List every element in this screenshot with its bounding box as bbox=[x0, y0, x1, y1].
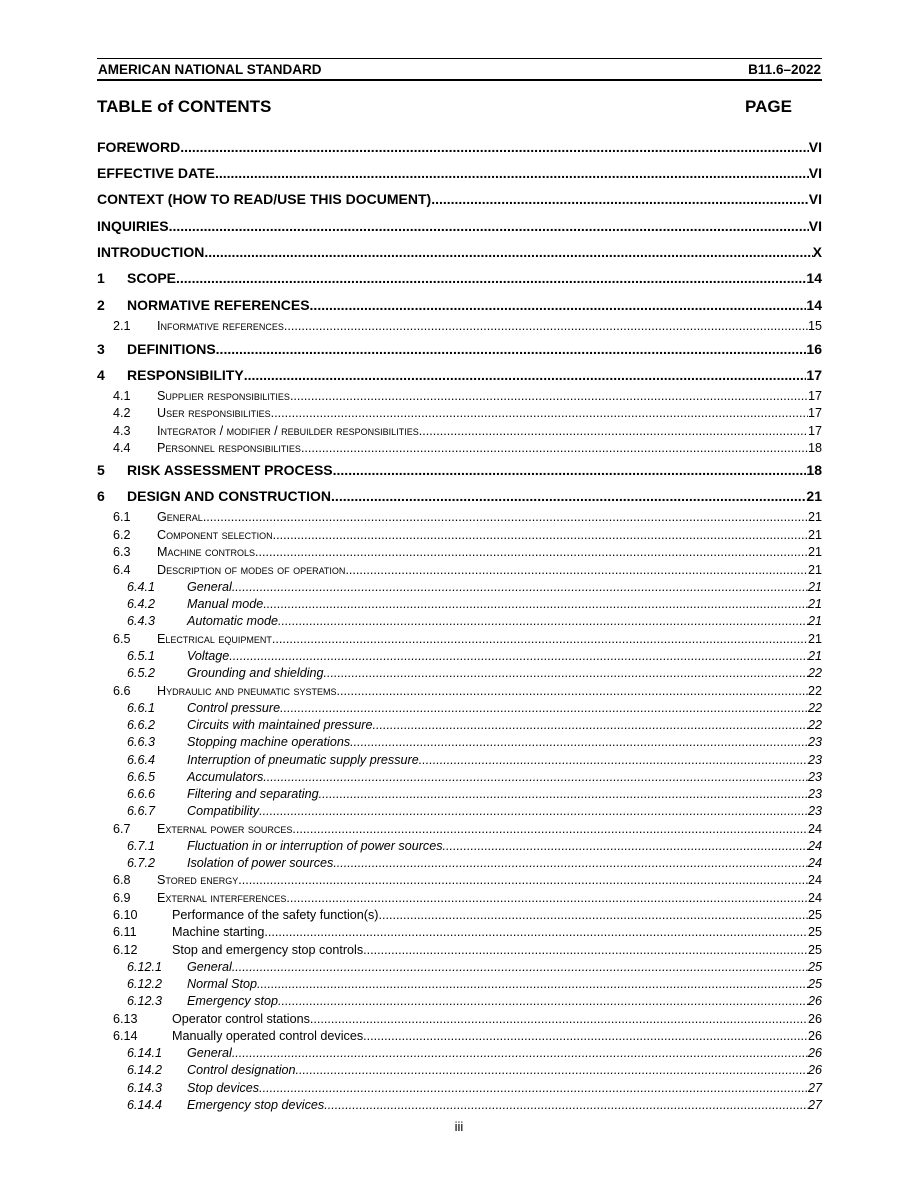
toc-entry[interactable] bbox=[97, 891, 822, 905]
toc-entry[interactable] bbox=[97, 649, 822, 663]
toc-entry-number: 6.6.6 bbox=[127, 787, 156, 801]
header-standard-label: AMERICAN NATIONAL STANDARD bbox=[98, 62, 322, 77]
toc-entry-page: 25 bbox=[807, 960, 822, 974]
toc-entry[interactable] bbox=[97, 856, 822, 870]
toc-entry-number: 5 bbox=[97, 462, 105, 478]
toc-entry-title: Stop and emergency stop controls bbox=[172, 943, 364, 957]
toc-leader-dots bbox=[232, 1046, 808, 1060]
toc-entry-title: Compatibility bbox=[187, 804, 260, 818]
toc-heading: TABLE of CONTENTS bbox=[97, 97, 272, 116]
toc-entry-title: Emergency stop devices bbox=[187, 1098, 325, 1112]
toc-entry-title: Integrator / modifier / rebuilder responsibilities bbox=[157, 424, 419, 438]
toc-entry-title: Operator control stations bbox=[172, 1012, 310, 1026]
toc-leader-dots bbox=[278, 994, 808, 1008]
toc-entry-page: 21 bbox=[807, 632, 822, 646]
toc-entry-title: SCOPE bbox=[127, 270, 177, 286]
toc-entry-number: 6.6.1 bbox=[127, 701, 156, 715]
toc-entry-number: 6.13 bbox=[113, 1012, 138, 1026]
toc-entry[interactable] bbox=[97, 1081, 822, 1095]
toc-entry-title: Electrical equipment bbox=[157, 632, 272, 646]
toc-entry-number: 6.4.1 bbox=[127, 580, 156, 594]
toc-leader-dots bbox=[350, 735, 808, 749]
toc-entry-number: 6.7.1 bbox=[127, 839, 156, 853]
toc-leader-dots bbox=[419, 753, 808, 767]
toc-entry-number: 4.3 bbox=[113, 424, 131, 438]
toc-entry-title: Hydraulic and pneumatic systems bbox=[157, 684, 337, 698]
toc-entry-title: Manually operated control devices bbox=[172, 1029, 364, 1043]
toc-entry-page: VI bbox=[808, 191, 822, 207]
toc-leader-dots bbox=[229, 649, 808, 663]
toc-leader-dots bbox=[232, 960, 808, 974]
toc-leader-dots bbox=[204, 244, 812, 260]
toc-entry-page: 21 bbox=[807, 528, 822, 542]
toc-entry[interactable] bbox=[97, 718, 822, 732]
toc-entry-number: 6.7 bbox=[113, 822, 131, 836]
toc-entry-number: 6.6.7 bbox=[127, 804, 156, 818]
toc-entry-page: 14 bbox=[806, 297, 822, 313]
toc-leader-dots bbox=[169, 218, 809, 234]
toc-entry[interactable] bbox=[97, 804, 822, 818]
toc-entry-title: External power sources bbox=[157, 822, 293, 836]
toc-entry-number: 6.3 bbox=[113, 545, 131, 559]
toc-entry-number: 3 bbox=[97, 341, 105, 357]
toc-leader-dots bbox=[345, 563, 808, 577]
toc-leader-dots bbox=[278, 614, 808, 628]
toc-entry[interactable] bbox=[97, 770, 822, 784]
toc-leader-dots bbox=[280, 701, 808, 715]
toc-entry[interactable] bbox=[97, 165, 822, 181]
toc-entry-number: 1 bbox=[97, 270, 105, 286]
toc-entry-title: Supplier responsibilities bbox=[157, 389, 290, 403]
toc-entry-page: 23 bbox=[807, 770, 822, 784]
toc-entry-page: 24 bbox=[807, 891, 822, 905]
toc-entry-number: 2.1 bbox=[113, 319, 131, 333]
toc-entry-number: 6.14.4 bbox=[127, 1098, 163, 1112]
toc-entry-number: 6.12.2 bbox=[127, 977, 163, 991]
toc-entry-page: VI bbox=[808, 139, 822, 155]
toc-leader-dots bbox=[263, 770, 808, 784]
toc-entry-number: 6.4 bbox=[113, 563, 131, 577]
toc-entry-title: FOREWORD bbox=[97, 139, 181, 155]
toc-leader-dots bbox=[379, 908, 808, 922]
toc-entry-title: Interruption of pneumatic supply pressure bbox=[187, 753, 419, 767]
toc-entry-number: 6.11 bbox=[113, 925, 137, 939]
toc-entry[interactable] bbox=[97, 528, 822, 542]
toc-entry-title: Accumulators bbox=[187, 770, 264, 784]
toc-entry-number: 6.14.2 bbox=[127, 1063, 163, 1077]
toc-entry[interactable] bbox=[97, 341, 822, 357]
toc-leader-dots bbox=[180, 139, 809, 155]
toc-entry-number: 6.7.2 bbox=[127, 856, 156, 870]
toc-entry-page: 27 bbox=[807, 1081, 822, 1095]
toc-entry-page: 22 bbox=[807, 684, 822, 698]
toc-entry-page: X bbox=[812, 244, 822, 260]
toc-leader-dots bbox=[286, 891, 808, 905]
toc-entry-title: Stopping machine operations bbox=[187, 735, 351, 749]
toc-entry-title: Fluctuation in or interruption of power sources bbox=[187, 839, 443, 853]
toc-entry-number: 6.6.5 bbox=[127, 770, 156, 784]
toc-entry-number: 6.5.1 bbox=[127, 649, 156, 663]
toc-entry[interactable] bbox=[97, 666, 822, 680]
toc-entry[interactable] bbox=[97, 960, 822, 974]
toc-entry-title: CONTEXT (HOW TO READ/USE THIS DOCUMENT) bbox=[97, 191, 432, 207]
toc-entry-page: 26 bbox=[807, 1029, 822, 1043]
toc-entry-title: Informative references bbox=[157, 319, 284, 333]
toc-entry-page: 18 bbox=[807, 441, 822, 455]
toc-entry-number: 6.6.3 bbox=[127, 735, 156, 749]
toc-entry-number: 6.6.2 bbox=[127, 718, 156, 732]
page-number: iii bbox=[454, 1119, 464, 1134]
toc-entry[interactable] bbox=[97, 701, 822, 715]
toc-entry-page: 24 bbox=[807, 873, 822, 887]
toc-leader-dots bbox=[333, 856, 808, 870]
toc-entry-page: 24 bbox=[807, 856, 822, 870]
toc-entry[interactable] bbox=[97, 319, 822, 333]
toc-entry-number: 4.2 bbox=[113, 406, 131, 420]
toc-entry[interactable] bbox=[97, 943, 822, 957]
toc-entry[interactable] bbox=[97, 297, 822, 313]
page-column-heading: PAGE bbox=[745, 97, 792, 116]
toc-entry[interactable] bbox=[97, 462, 822, 478]
toc-entry[interactable] bbox=[97, 977, 822, 991]
toc-entry-page: 17 bbox=[806, 367, 822, 383]
toc-leader-dots bbox=[215, 165, 809, 181]
toc-entry-page: 23 bbox=[807, 735, 822, 749]
toc-leader-dots bbox=[238, 873, 808, 887]
toc-entry[interactable] bbox=[97, 218, 822, 234]
toc-entry[interactable] bbox=[97, 839, 822, 853]
toc-leader-dots bbox=[324, 666, 808, 680]
toc-entry-page: 23 bbox=[807, 787, 822, 801]
toc-entry-title: Performance of the safety function(s) bbox=[172, 908, 379, 922]
toc-leader-dots bbox=[372, 718, 808, 732]
toc-entry-title: DESIGN AND CONSTRUCTION bbox=[127, 488, 332, 504]
toc-leader-dots bbox=[232, 580, 808, 594]
toc-entry[interactable] bbox=[97, 597, 822, 611]
toc-entry-title: EFFECTIVE DATE bbox=[97, 165, 215, 181]
toc-entry-title: General bbox=[157, 510, 203, 524]
toc-leader-dots bbox=[296, 1063, 808, 1077]
toc-entry-page: 25 bbox=[807, 977, 822, 991]
toc-entry-title: Normal Stop bbox=[187, 977, 257, 991]
toc-leader-dots bbox=[271, 406, 808, 420]
toc-entry-page: 25 bbox=[807, 943, 822, 957]
toc-entry-number: 6.4.3 bbox=[127, 614, 156, 628]
toc-entry[interactable] bbox=[97, 873, 822, 887]
toc-entry-title: General bbox=[187, 580, 232, 594]
toc-entry[interactable] bbox=[97, 244, 822, 260]
toc-entry-title: Control pressure bbox=[187, 701, 281, 715]
toc-entry-number: 6.12.3 bbox=[127, 994, 163, 1008]
toc-leader-dots bbox=[319, 787, 808, 801]
toc-leader-dots bbox=[176, 270, 806, 286]
toc-entry-title: RISK ASSESSMENT PROCESS bbox=[127, 462, 333, 478]
toc-entry-page: 21 bbox=[806, 488, 822, 504]
toc-entry-number: 6.5.2 bbox=[127, 666, 156, 680]
toc-entry-number: 6 bbox=[97, 488, 105, 504]
toc-entry-number: 6.14 bbox=[113, 1029, 138, 1043]
toc-entry-number: 4 bbox=[97, 367, 105, 383]
toc-entry[interactable] bbox=[97, 735, 822, 749]
toc-leader-dots bbox=[259, 1081, 808, 1095]
toc-entry-number: 6.10 bbox=[113, 908, 138, 922]
toc-entry[interactable] bbox=[97, 270, 822, 286]
toc-entry[interactable] bbox=[97, 424, 822, 438]
toc-entry-page: 21 bbox=[807, 510, 822, 524]
toc-entry-page: 22 bbox=[807, 718, 822, 732]
toc-entry-page: VI bbox=[808, 218, 822, 234]
toc-entry-title: Voltage bbox=[187, 649, 230, 663]
toc-entry-page: 26 bbox=[807, 1012, 822, 1026]
toc-entry-page: 22 bbox=[807, 666, 822, 680]
toc-entry-title: External interferences bbox=[157, 891, 287, 905]
toc-entry-title: Stop devices bbox=[187, 1081, 260, 1095]
toc-leader-dots bbox=[333, 462, 807, 478]
toc-entry[interactable] bbox=[97, 406, 822, 420]
toc-leader-dots bbox=[273, 528, 808, 542]
toc-entry-number: 6.9 bbox=[113, 891, 131, 905]
toc-entry-page: 21 bbox=[807, 545, 822, 559]
toc-leader-dots bbox=[336, 684, 808, 698]
toc-entry-title: Machine controls bbox=[157, 545, 255, 559]
toc-leader-dots bbox=[257, 977, 808, 991]
toc-entry-title: Personnel responsibilities bbox=[157, 441, 301, 455]
toc-entry-title: Machine starting bbox=[172, 925, 265, 939]
toc-entry-page: 17 bbox=[807, 424, 822, 438]
toc-entry-number: 6.1 bbox=[113, 510, 131, 524]
toc-entry-page: 26 bbox=[807, 1063, 822, 1077]
toc-entry-page: 21 bbox=[807, 597, 822, 611]
toc-entry-title: Emergency stop bbox=[187, 994, 278, 1008]
toc-entry-title: Manual mode bbox=[187, 597, 264, 611]
toc-entry-title: Control designation bbox=[187, 1063, 296, 1077]
toc-entry[interactable] bbox=[97, 1012, 822, 1026]
toc-leader-dots bbox=[419, 424, 808, 438]
toc-leader-dots bbox=[443, 839, 808, 853]
toc-entry[interactable] bbox=[97, 563, 822, 577]
toc-entry[interactable] bbox=[97, 1098, 822, 1112]
toc-leader-dots bbox=[263, 597, 808, 611]
toc-entry-title: Component selection bbox=[157, 528, 273, 542]
toc-leader-dots bbox=[216, 341, 807, 357]
toc-entry-title: INTRODUCTION bbox=[97, 244, 205, 260]
toc-entry[interactable] bbox=[97, 787, 822, 801]
toc-entry-number: 6.12 bbox=[113, 943, 138, 957]
toc-entry-title: General bbox=[187, 960, 232, 974]
toc-entry-title: INQUIRIES bbox=[97, 218, 169, 234]
toc-entry-title: General bbox=[187, 1046, 232, 1060]
toc-entry[interactable] bbox=[97, 389, 822, 403]
toc-entry-number: 6.14.1 bbox=[127, 1046, 163, 1060]
toc-entry-number: 4.1 bbox=[113, 389, 131, 403]
toc-entry-page: 16 bbox=[806, 341, 822, 357]
toc-entry-page: 15 bbox=[807, 319, 822, 333]
toc-entry-number: 6.4.2 bbox=[127, 597, 156, 611]
toc-entry-title: Circuits with maintained pressure bbox=[187, 718, 373, 732]
toc-entry[interactable] bbox=[97, 684, 822, 698]
toc-entry-number: 6.6.4 bbox=[127, 753, 156, 767]
toc-leader-dots bbox=[272, 632, 808, 646]
toc-entry[interactable] bbox=[97, 488, 822, 504]
toc-entry-title: Isolation of power sources bbox=[187, 856, 334, 870]
toc-leader-dots bbox=[255, 545, 808, 559]
toc-entry-title: Description of modes of operation bbox=[157, 563, 346, 577]
toc-entry[interactable] bbox=[97, 632, 822, 646]
toc-entry-page: 22 bbox=[807, 701, 822, 715]
toc-entry-title: User responsibilities bbox=[157, 406, 271, 420]
toc-entry-page: 21 bbox=[807, 649, 822, 663]
toc-leader-dots bbox=[244, 367, 807, 383]
toc-leader-dots bbox=[310, 297, 807, 313]
toc-entry[interactable] bbox=[97, 908, 822, 922]
toc-entry-page: 21 bbox=[807, 563, 822, 577]
toc-entry-page: 24 bbox=[807, 839, 822, 853]
running-header bbox=[97, 58, 822, 81]
toc-entry-title: Automatic mode bbox=[187, 614, 278, 628]
header-standard-number: B11.6–2022 bbox=[748, 62, 821, 77]
toc-entry[interactable] bbox=[97, 1063, 822, 1077]
toc-entry-page: VI bbox=[808, 165, 822, 181]
toc-entry[interactable] bbox=[97, 510, 822, 524]
toc-entry[interactable] bbox=[97, 1029, 822, 1043]
toc-entry[interactable] bbox=[97, 580, 822, 594]
toc-entry[interactable] bbox=[97, 441, 822, 455]
toc-leader-dots bbox=[431, 191, 809, 207]
toc-entry-page: 23 bbox=[807, 753, 822, 767]
toc-entry-page: 24 bbox=[807, 822, 822, 836]
toc-entry-page: 25 bbox=[807, 908, 822, 922]
toc-entry-page: 27 bbox=[807, 1098, 822, 1112]
toc-entry[interactable] bbox=[97, 994, 822, 1008]
toc-entry[interactable] bbox=[97, 545, 822, 559]
toc-entry-page: 26 bbox=[807, 994, 822, 1008]
toc-entry-number: 6.2 bbox=[113, 528, 131, 542]
toc-entry-number: 6.5 bbox=[113, 632, 131, 646]
toc-leader-dots bbox=[363, 1029, 808, 1043]
toc-leader-dots bbox=[292, 822, 808, 836]
toc-entry-page: 17 bbox=[807, 406, 822, 420]
toc-entry-number: 6.12.1 bbox=[127, 960, 163, 974]
toc-leader-dots bbox=[259, 804, 808, 818]
toc-entry-page: 17 bbox=[807, 389, 822, 403]
toc-entry[interactable] bbox=[97, 191, 822, 207]
toc-entry-title: NORMATIVE REFERENCES bbox=[127, 297, 310, 313]
toc-entry-title: Filtering and separating bbox=[187, 787, 319, 801]
toc-leader-dots bbox=[203, 510, 808, 524]
toc-entry-number: 6.6 bbox=[113, 684, 131, 698]
toc-entry-number: 4.4 bbox=[113, 441, 131, 455]
toc-entry[interactable] bbox=[97, 925, 822, 939]
toc-leader-dots bbox=[363, 943, 808, 957]
toc-entry[interactable] bbox=[97, 139, 822, 155]
toc-entry[interactable] bbox=[97, 614, 822, 628]
toc-leader-dots bbox=[310, 1012, 808, 1026]
toc-entry[interactable] bbox=[97, 753, 822, 767]
toc-entry-page: 25 bbox=[807, 925, 822, 939]
toc-entry-page: 23 bbox=[807, 804, 822, 818]
toc-entry-page: 21 bbox=[807, 614, 822, 628]
toc-entry-title: Stored energy bbox=[157, 873, 239, 887]
toc-entry-number: 2 bbox=[97, 297, 105, 313]
toc-entry-number: 6.14.3 bbox=[127, 1081, 163, 1095]
toc-leader-dots bbox=[301, 441, 808, 455]
toc-entry[interactable] bbox=[97, 1046, 822, 1060]
toc-entry-title: Grounding and shielding bbox=[187, 666, 324, 680]
toc-entry-page: 21 bbox=[807, 580, 822, 594]
toc-leader-dots bbox=[324, 1098, 808, 1112]
toc-entry[interactable] bbox=[97, 367, 822, 383]
toc-entry-title: RESPONSIBILITY bbox=[127, 367, 244, 383]
toc-leader-dots bbox=[264, 925, 808, 939]
toc-entry-number: 6.8 bbox=[113, 873, 131, 887]
toc-entry[interactable] bbox=[97, 822, 822, 836]
toc-leader-dots bbox=[284, 319, 808, 333]
toc-leader-dots bbox=[331, 488, 806, 504]
toc-leader-dots bbox=[290, 389, 808, 403]
toc-entry-page: 18 bbox=[806, 462, 822, 478]
toc-entry-page: 14 bbox=[806, 270, 822, 286]
toc-entry-page: 26 bbox=[807, 1046, 822, 1060]
toc-entry-title: DEFINITIONS bbox=[127, 341, 216, 357]
